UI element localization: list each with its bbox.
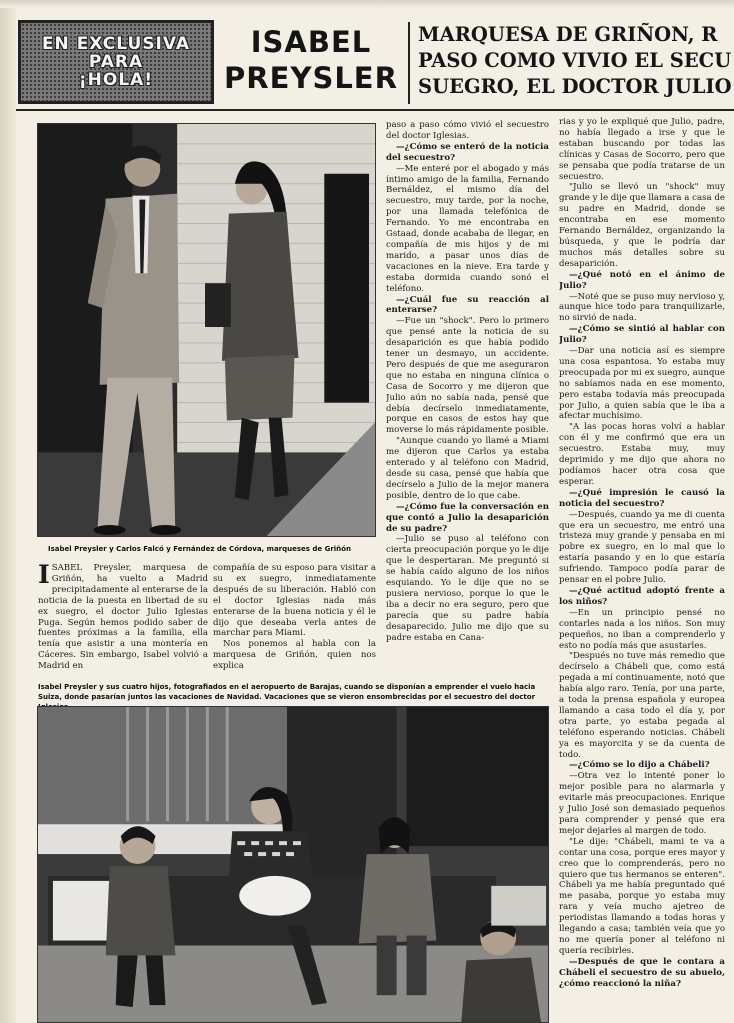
header-divider [408, 22, 410, 104]
interview-question: —¿Qué notó en el ánimo de Julio? [559, 269, 725, 291]
page-gutter-shadow [0, 0, 16, 1023]
name-line: PREYSLER [224, 61, 398, 95]
interview-answer: "Julio se llevó un "shock" muy grande y le dije que llamara a casa de su padre en Madrid, donde se encontraba en ese momento Fernando Bernáldez, organizando la búsqueda, y que le podría dar muchos más detalles sobre su desaparición. [559, 182, 725, 269]
intro-paragraph: SABEL Preysler, marquesa de Griñón, ha vuelto a Madrid precipitadamente al enterarse de la noticia de la puesta en libertad de su ex suegro, el doctor Julio Iglesias Puga. Según hemos podido saber de fuentes próximas a la familia, ella tenía que asistir a una montería en Cáceres. Sin embargo, Isabel volvió a Madrid en [38, 563, 208, 672]
paragraph: paso a paso cómo vivió el secuestro del doctor Iglesias. [386, 120, 549, 141]
interview-answer: "Aunque cuando yo llamé a Miami me dijeron que Carlos ya estaba enterado y al teléfono con Madrid, desde su casa, pensé que había que decírselo a Julio de la mejor manera posible, dentro de lo que cabe. [386, 436, 549, 501]
headline-line: SUEGRO, EL DOCTOR JULIO [418, 75, 732, 98]
headline-line: MARQUESA DE GRIÑON, R [418, 23, 718, 46]
family-photo-caption: Isabel Preysler y sus cuatro hijos, fotografiados en el aeropuerto de Barajas, cuando se disponían a emprender el vuelo hacia Suiza, donde pasarían juntos las vacaciones de Navidad. Vacaciones que se vieron ensombrecidas por el secuestro del doctor [38, 683, 536, 701]
interview-answer: rias y yo le expliqué que Julio, padre, no había llegado a irse y que le estaban buscando por todas las clínicas y Casas de Socorro, pero que se pensaba que podía tratarse de un secuestro. [559, 117, 725, 182]
interview-answer: "A las pocas horas volví a hablar con él y me confirmó que era un secuestro. Estaba muy, muy deprimido y me dijo que ahora no podíamos hacer otra cosa que esperar. [559, 422, 725, 487]
badge-line: EN EXCLUSIVA [41, 34, 191, 54]
name-line: ISABEL [250, 25, 372, 59]
exclusive-badge [18, 20, 214, 104]
interview-answer: —Julio se puso al teléfono con cierta preocupación porque yo le dije que le despertaran. Me preguntó si se había caído alguno de los niños esquiando. Yo le dije que no se pusiera nervioso, porque lo que le iba a decir no era seguro, pero que parecía que su padre había desaparecido. Julio me dijo que su padre estaba en Cana- [386, 534, 549, 643]
interview-question: —¿Cómo se lo dijo a Chábeli? [569, 760, 710, 771]
header-rule [16, 109, 734, 111]
interview-question: —¿Cómo fue la conversación en que contó a Julio la desaparición de su padre? [386, 501, 549, 534]
interview-question: —¿Qué actitud adoptó frente a los niños? [559, 585, 725, 607]
article-column-2 [213, 563, 376, 675]
interview-question: —Después de que le contara a Chábeli el secuestro de su abuelo, ¿cómo reaccionó la niña? [559, 956, 725, 989]
headline [418, 22, 734, 104]
article-column-4 [559, 117, 725, 997]
interview-question: —¿Cuál fue su reacción al enterarse? [386, 294, 549, 316]
interview-answer: —Noté que se puso muy nervioso y, aunque hice todo para tranquilizarle, no sirvió de nada. [559, 291, 725, 324]
couple-photo-caption: Isabel Preysler y Carlos Falcó y Fernández de Córdova, marqueses de Griñón [48, 545, 351, 553]
paragraph: compañía de su esposo para visitar a su ex suegro, inmediatamente después de su liberación. Habló con el doctor Iglesias nada más enterarse de la buena noticia y él le dijo que deseaba verla antes de marchar para Miami. [213, 563, 376, 639]
interview-answer: "Después no tuve más remedio que decírselo a Chábeli que, como está pegada a mí continuamente, notó que había algo raro. Tenía, por una parte, a toda la prensa española y europea llamando a casa todo el día y, por otra parte, yo estaba pegada al teléfono esperando noticias. Chábeli ya es mayorcita y se da cuenta de todo. [559, 651, 725, 760]
paragraph: Nos ponemos al habla con la marquesa de Griñón, quien nos explica [213, 639, 376, 672]
interview-answer: —Me enteré por el abogado y más íntimo amigo de la familia, Fernando Bernáldez, el mismo día del secuestro, muy tarde, por la noche, por una llamada telefónica de Fernando. Yo me encontraba en Gstaad, donde acababa de llegar, en compañía de mis hijos y de mi marido, a pasar unos días de vacaciones en la nieve. Era tarde y estaba dormida cuando sonó el teléfono. [386, 163, 549, 294]
interview-answer: —Fue un "shock". Pero lo primero que pensé ante la noticia de su desaparición es que había podido tener un desmayo, un accidente. Pero después de que me aseguraron que no estaba en ninguna clínica o Casa de Socorro y me dijeron que Julio aún no sabía nada, pensé que debía decírselo inmediatamente, porque en casos de estos hay que moverse lo más rápidamente posible. [386, 316, 549, 436]
interview-answer: "Le dije: "Chábeli, mami te va a contar una cosa, porque eres mayor y creo que lo comprenderás, pero no quiero que tus hermanos se enteren". Chábeli ya me había preguntado qué me pasaba, porque yo estaba muy rara y veía mucho ajetreo de periodistas llamando a todas horas y llegando a casa; también veía que yo no me quería poner al teléfono ni quería recibirles. [559, 836, 725, 956]
page-top-shadow [0, 0, 734, 8]
couple-photo-illustration [38, 124, 375, 536]
family-photo-illustration [38, 707, 548, 1022]
article-column-3 [386, 120, 549, 672]
article-column-1 [38, 563, 208, 675]
interview-answer: —Después, cuando ya me di cuenta que era un secuestro, me entró una tristeza muy grande y pensaba en mi pobre ex suegro, en lo mal que lo estaría pasando y en lo que estaría sufriendo. Tampoco podía parar de pensar en el pobre Julio. [559, 509, 725, 586]
interview-question: —¿Qué impresión le causó la noticia del secuestro? [559, 487, 725, 509]
interview-answer: —En un principio pensé no contarles nada a los niños. Son muy pequeños, no iban a comprenderlo y esto no podía más que asustarles. [559, 607, 725, 651]
drop-cap: I [38, 563, 50, 589]
couple-photo [37, 123, 376, 537]
badge-line: PARA [88, 52, 144, 72]
badge-line: ¡HOLA! [78, 70, 154, 90]
family-photo [37, 706, 549, 1023]
interview-question: —¿Cómo se sintió al hablar con Julio? [559, 324, 725, 346]
interview-answer: —Otra vez lo intenté poner lo mejor posible para no alarmarla y evitarle más preocupaciones. Enrique y Julio José son demasiado pequeños para comprender y pensé que era mejor dejarles al margen de todo. [559, 771, 725, 836]
subject-name [220, 24, 402, 96]
headline-line: PASO COMO VIVIO EL SECU [418, 49, 732, 72]
interview-question: —¿Cómo se enteró de la noticia del secuestro? [386, 141, 549, 163]
interview-answer: —Dar una noticia así es siempre una cosa espantosa. Yo estaba muy preocupada por mi ex suegro, aunque no sabíamos nada en ese momento, pero estaba todavía más preocupada por Julio, a quien sabía que le iba a afectar muchísimo. [559, 346, 725, 422]
